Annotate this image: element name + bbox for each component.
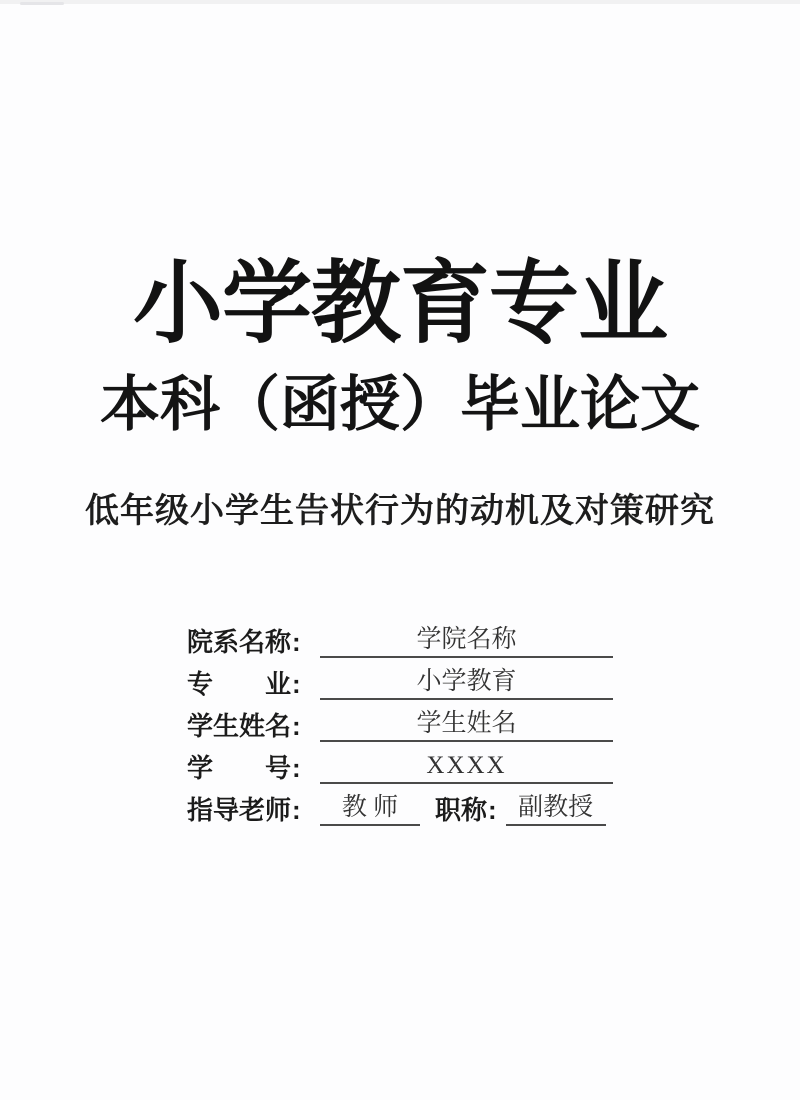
advisor-label: 指导老师 [187, 795, 292, 826]
label-colon: : [292, 795, 301, 826]
form-row-student-name [187, 700, 617, 742]
department-label: 院系名称 [187, 627, 292, 658]
advisor-field-line [320, 794, 420, 826]
form-row-major [187, 658, 617, 700]
advisor-value: 教 师 [341, 794, 399, 822]
label-colon: : [292, 711, 301, 742]
form-row-student-id [187, 742, 617, 784]
page-top-edge [0, 0, 800, 4]
major-label: 专 业 [187, 669, 292, 700]
student-id-label: 学 号 [187, 753, 292, 784]
field-label-wrap [187, 670, 320, 700]
department-field-line [320, 626, 613, 658]
label-colon: : [292, 753, 301, 784]
major-value: 小学教育 [416, 668, 517, 696]
field-label-wrap [187, 754, 320, 784]
form-row-department [187, 616, 617, 658]
field-label-wrap [187, 712, 320, 742]
field-label-wrap [187, 796, 320, 826]
student-id-value: XXXX [426, 752, 507, 780]
advisor-title-field-line [506, 794, 606, 826]
department-value: 学院名称 [416, 626, 517, 654]
student-name-label: 学生姓名 [187, 711, 292, 742]
form-row-advisor [187, 784, 617, 826]
degree-title: 本科（函授）毕业论文 [100, 370, 700, 438]
advisor-title-label: 职称 [435, 795, 488, 826]
advisor-title-value: 副教授 [518, 794, 594, 822]
label-colon: : [292, 627, 301, 658]
student-name-value: 学生姓名 [416, 710, 517, 738]
title-label-wrap [435, 796, 497, 826]
program-title: 小学教育专业 [133, 255, 667, 355]
top-edge-notch [20, 2, 64, 5]
student-id-field-line [320, 752, 613, 784]
field-label-wrap [187, 628, 320, 658]
thesis-title: 低年级小学生告状行为的动机及对策研究 [85, 492, 715, 530]
label-colon: : [292, 669, 301, 700]
major-field-line [320, 668, 613, 700]
label-colon: : [488, 795, 497, 826]
cover-info-form [187, 616, 617, 826]
student-name-field-line [320, 710, 613, 742]
